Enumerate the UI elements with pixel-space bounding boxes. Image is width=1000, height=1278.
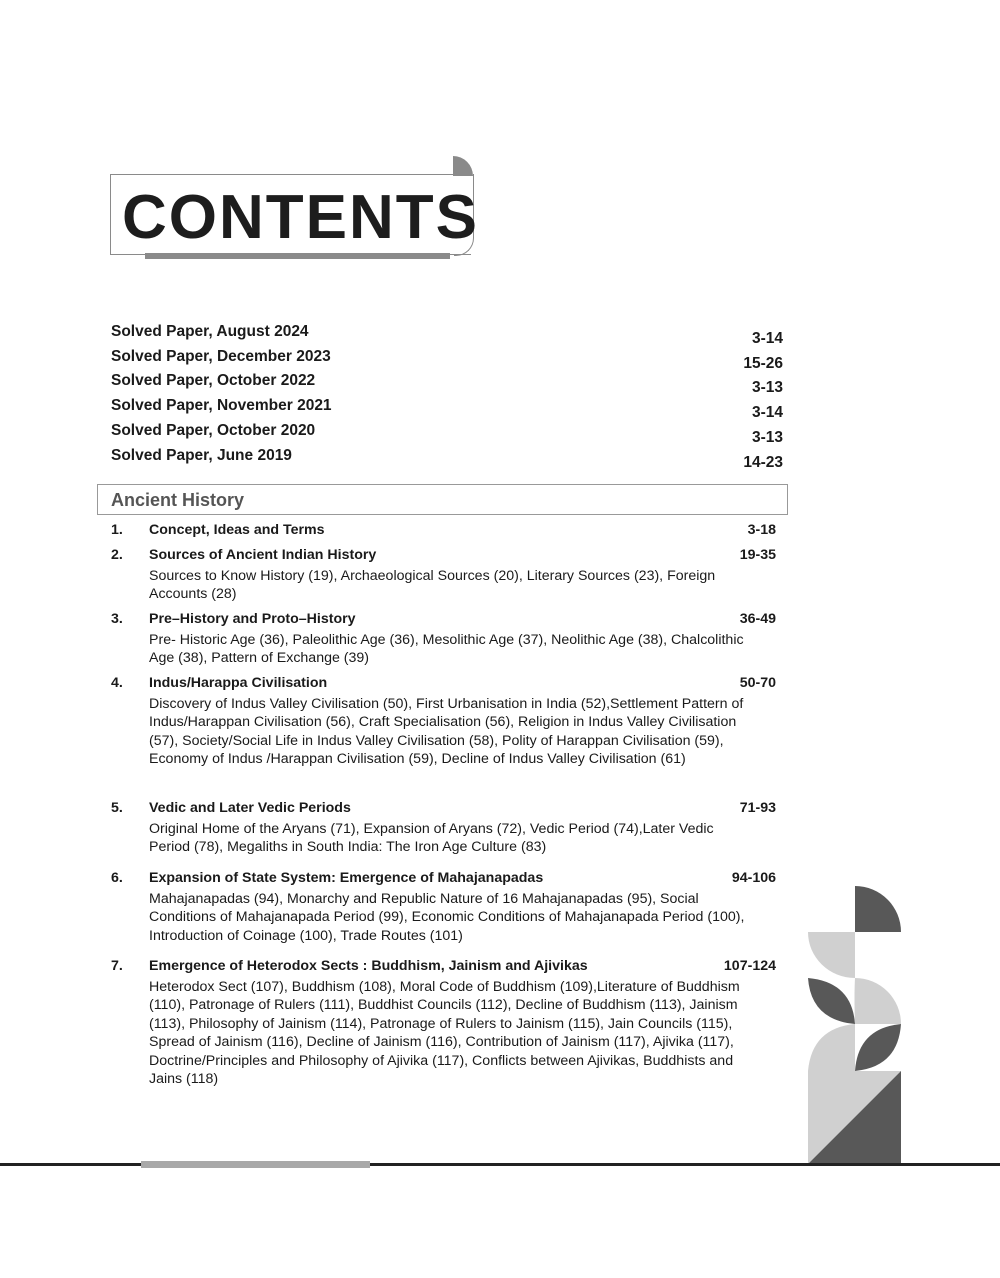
leaf-shape [808, 1024, 855, 1071]
entry-pages: 3-13 [751, 429, 783, 446]
chapter-pages: 71-93 [739, 800, 776, 816]
chapter-title: Vedic and Later Vedic Periods [149, 800, 351, 816]
entry-label: Solved Paper, June 2019 [111, 447, 292, 464]
chapter-number: 4. [111, 675, 123, 691]
entry-pages: 3-14 [751, 330, 783, 347]
chapter-entry [111, 674, 776, 769]
chapter-pages: 36-49 [739, 611, 776, 627]
chapter-number: 5. [111, 800, 123, 816]
entry-label: Solved Paper, December 2023 [111, 348, 331, 365]
chapter-title: Emergence of Heterodox Sects : Buddhism, Jainism and Ajivikas [149, 958, 588, 974]
entry-pages: 14-23 [743, 454, 783, 471]
chapter-entry [111, 610, 776, 668]
chapter-title: Concept, Ideas and Terms [149, 522, 325, 538]
quarter-circle-shape [808, 932, 855, 978]
entry-label: Solved Paper, August 2024 [111, 323, 309, 340]
chapter-pages: 19-35 [739, 547, 776, 563]
entry-pages: 3-13 [751, 379, 783, 396]
solved-paper-entry [111, 447, 783, 471]
chapter-number: 1. [111, 522, 123, 538]
solved-paper-entry [111, 422, 783, 446]
entry-pages: 3-14 [751, 404, 783, 421]
chapter-topics: Mahajanapadas (94), Monarchy and Republic Nature of 16 Mahajanapadas (95), Social Conditions of Mahajanapada Period (99), Economic Conditions of Mahajanapada Period (100), Introduction of Coinage (100), Trade Routes (101) [149, 890, 745, 944]
solved-paper-entry [111, 348, 783, 372]
chapter-title: Pre–History and Proto–History [149, 611, 356, 627]
entry-label: Solved Paper, October 2022 [111, 372, 316, 389]
chapter-pages: 50-70 [739, 675, 776, 691]
entry-label: Solved Paper, November 2021 [111, 397, 332, 414]
chapter-number: 2. [111, 547, 123, 563]
chapter-entry [111, 957, 776, 1089]
chapter-entry [111, 799, 776, 857]
chapter-pages: 107-124 [723, 958, 776, 974]
chapter-entry [111, 521, 776, 540]
chapter-number: 6. [111, 870, 123, 886]
chapter-number: 3. [111, 611, 123, 627]
section-heading: Ancient History [97, 484, 788, 515]
chapter-title: Indus/Harappa Civilisation [149, 675, 328, 691]
entry-label: Solved Paper, October 2020 [111, 422, 316, 439]
solved-paper-entry [111, 372, 783, 396]
chapter-title: Sources of Ancient Indian History [149, 547, 377, 563]
solved-paper-entry [111, 397, 783, 421]
chapter-number: 7. [111, 958, 123, 974]
decorative-geometric-shapes [808, 886, 902, 1166]
chapter-pages: 94-106 [731, 870, 776, 886]
chapter-topics: Heterodox Sect (107), Buddhism (108), Moral Code of Buddhism (109),Literature of Buddhism (110), Patronage of Rulers (111), Buddhist Councils (112), Decline of Buddhism (113), Jainism (113), Philosophy of Jainism (114), Patronage of Rulers to Jainism (115), Jain Councils (115), Spread of Jainism (116), Decline of Jainism (116), Contribution of Jainism (117), Ajivika (117), Doctrine/Principles and Philosophy of Ajivika (117), Conflicts between Ajivikas, Buddhists and Jains (118) [149, 978, 740, 1087]
chapter-topics: Sources to Know History (19), Archaeological Sources (20), Literary Sources (23), Foreign Accounts (28) [149, 567, 716, 602]
leaf-shape [855, 978, 902, 1024]
quarter-circle-shape [855, 886, 901, 932]
leaf-shape [855, 1024, 901, 1071]
chapter-title: Expansion of State System: Emergence of Mahajanapadas [149, 870, 544, 886]
page-title: CONTENTS [122, 183, 479, 252]
entry-pages: 15-26 [743, 355, 783, 372]
chapter-topics: Original Home of the Aryans (71), Expansion of Aryans (72), Vedic Period (74),Later Vedic Period (78), Megaliths in South India: The Iron Age Culture (83) [149, 820, 714, 855]
banner-underline [145, 253, 450, 259]
chapter-topics: Discovery of Indus Valley Civilisation (50), First Urbanisation in India (52),Settlement Pattern of Indus/Harappan Civilisation (56), Craft Specialisation (56), Religion in Indus Valley Civilisation (57), Society/Social Life in Indus Valley Civilisation (58), Polity of Harappan Civilisation (59), Economy of Indus /Harappan Civilisation (59), Decline of Indus Valley Civilisation (61) [149, 695, 744, 767]
chapter-entry [111, 546, 776, 604]
solved-paper-entry [111, 323, 783, 347]
chapter-pages: 3-18 [747, 522, 776, 538]
leaf-shape [808, 978, 855, 1024]
chapter-topics: Pre- Historic Age (36), Paleolithic Age (36), Mesolithic Age (37), Neolithic Age (38), Chalcolithic Age (38), Pattern of Exchange (39) [149, 631, 744, 666]
banner-curl [453, 156, 473, 176]
chapter-entry [111, 869, 776, 945]
footer-accent-bar [141, 1161, 370, 1168]
